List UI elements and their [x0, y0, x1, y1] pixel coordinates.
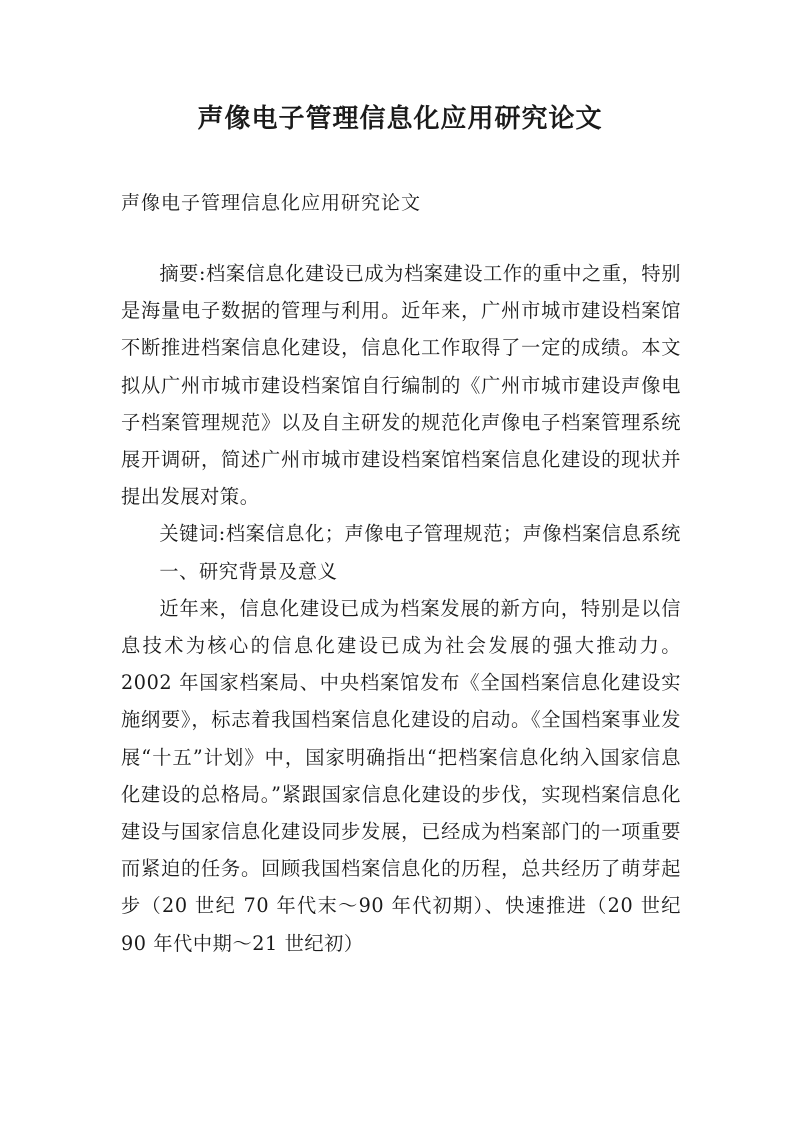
- section-paragraph: 近年来，信息化建设已成为档案发展的新方向，特别是以信息技术为核心的信息化建设已成为社会发展的强大推动力。2002 年国家档案局、中央档案馆发布《全国档案信息化建设实施纲要》，标志着我国档案信息化建设的启动。《全国档案事业发展“十五”计划》中，国家明确指出“把档案信息化纳入国家信息化建设的总格局。”紧跟国家信息化建设的步伐，实现档案信息化建设与国家信息化建设同步发展，已经成为档案部门的一项重要而紧迫的任务。回顾我国档案信息化的历程，总共经历了萌芽起步（20 世纪 70 年代末～90 年代初期）、快速推进（20 世纪 90 年代中期～21 世纪初）: [121, 596, 681, 955]
- keywords-paragraph: [121, 515, 681, 552]
- document-subtitle: 声像电子管理信息化应用研究论文: [121, 192, 422, 214]
- document-body: [121, 255, 681, 962]
- abstract-paragraph: [121, 255, 681, 515]
- keywords-label: 关键词:: [159, 522, 226, 546]
- document-title: 声像电子管理信息化应用研究论文: [197, 104, 603, 134]
- abstract-label: 摘要:: [159, 262, 207, 285]
- section-heading: 一、研究背景及意义: [159, 559, 338, 583]
- abstract-text: 档案信息化建设已成为档案建设工作的重中之重，特别是海量电子数据的管理与利用。近年来，广州市城市建设档案馆不断推进档案信息化建设，信息化工作取得了一定的成绩。本文拟从广州市城市建设档案馆自行编制的《广州市城市建设声像电子档案管理规范》以及自主研发的规范化声像电子档案管理系统展开调研，简述广州市城市建设档案馆档案信息化建设的现状并提出发展对策。: [121, 262, 682, 509]
- keywords-text: 档案信息化；声像电子管理规范；声像档案信息系统: [225, 522, 681, 546]
